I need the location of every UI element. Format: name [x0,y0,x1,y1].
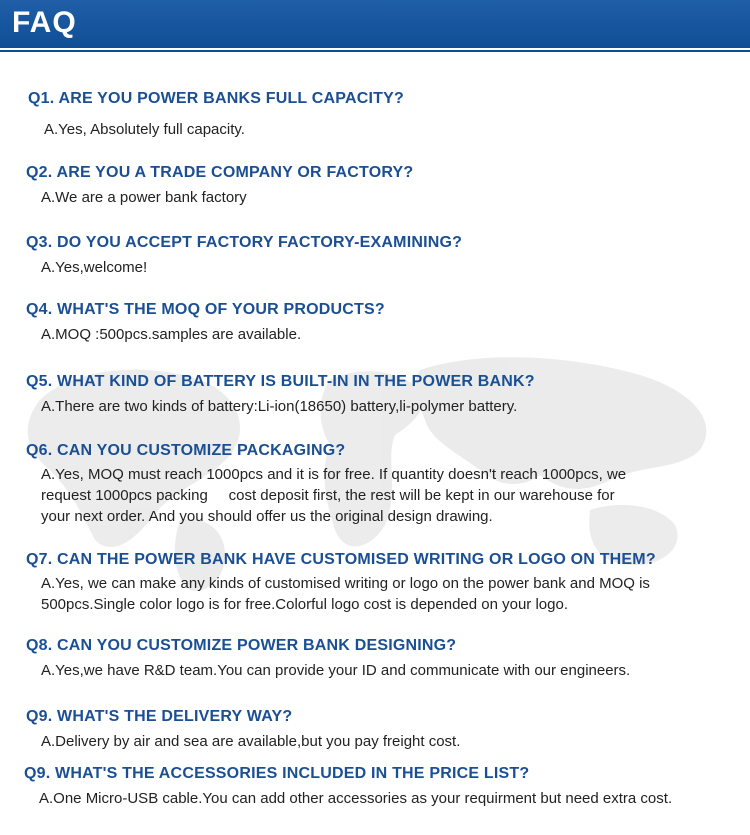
faq-item-10 [0,765,750,809]
faq-answer-6-line-3: your next order. And you should offer us the original design drawing. [41,508,493,525]
faq-question-5: Q5. WHAT KIND OF BATTERY IS BUILT-IN IN THE POWER BANK? [26,373,535,390]
faq-header-title: FAQ [12,6,77,39]
faq-question-7: Q7. CAN THE POWER BANK HAVE CUSTOMISED WRITING OR LOGO ON THEM? [26,551,656,568]
faq-answer-10: A.One Micro-USB cable.You can add other accessories as your requirment but need extra cost. [39,790,673,807]
faq-item-4 [0,301,750,345]
faq-item-8 [0,637,750,681]
faq-item-7 [0,551,750,615]
faq-answer-7-line-2: 500pcs.Single color logo is for free.Colorful logo cost is depended on your logo. [41,596,568,613]
header-divider [0,48,750,50]
faq-answer-6-line-2: request 1000pcs packing cost deposit first, the rest will be kept in our warehouse for [41,487,615,504]
faq-question-4: Q4. WHAT'S THE MOQ OF YOUR PRODUCTS? [26,301,385,318]
faq-item-6 [0,442,750,527]
faq-answer-4: A.MOQ :500pcs.samples are available. [41,326,302,343]
faq-answer-3: A.Yes,welcome! [41,259,148,276]
faq-item-5 [0,373,750,417]
faq-answer-1: A.Yes, Absolutely full capacity. [44,121,245,138]
faq-question-1: Q1. ARE YOU POWER BANKS FULL CAPACITY? [28,90,404,107]
faq-question-10: Q9. WHAT'S THE ACCESSORIES INCLUDED IN THE PRICE LIST? [24,765,530,782]
faq-question-6: Q6. CAN YOU CUSTOMIZE PACKAGING? [26,442,346,459]
faq-item-1 [0,90,750,140]
faq-answer-2: A.We are a power bank factory [41,189,247,206]
faq-answer-7-line-1: A.Yes, we can make any kinds of customised writing or logo on the power bank and MOQ is [41,575,650,592]
faq-question-9: Q9. WHAT'S THE DELIVERY WAY? [26,708,293,725]
faq-answer-6-line-1: A.Yes, MOQ must reach 1000pcs and it is for free. If quantity doesn't reach 1000pcs, we [41,466,627,483]
faq-answer-8: A.Yes,we have R&D team.You can provide your ID and communicate with our engineers. [41,662,631,679]
faq-item-3 [0,234,750,278]
faq-item-2 [0,164,750,208]
faq-answer-5: A.There are two kinds of battery:Li-ion(18650) battery,li-polymer battery. [41,398,518,415]
faq-answer-9: A.Delivery by air and sea are available,but you pay freight cost. [41,733,461,750]
faq-item-9 [0,708,750,752]
faq-header-banner [0,0,750,52]
faq-question-8: Q8. CAN YOU CUSTOMIZE POWER BANK DESIGNING? [26,637,457,654]
faq-question-2: Q2. ARE YOU A TRADE COMPANY OR FACTORY? [26,164,414,181]
faq-question-3: Q3. DO YOU ACCEPT FACTORY FACTORY-EXAMINING? [26,234,463,251]
